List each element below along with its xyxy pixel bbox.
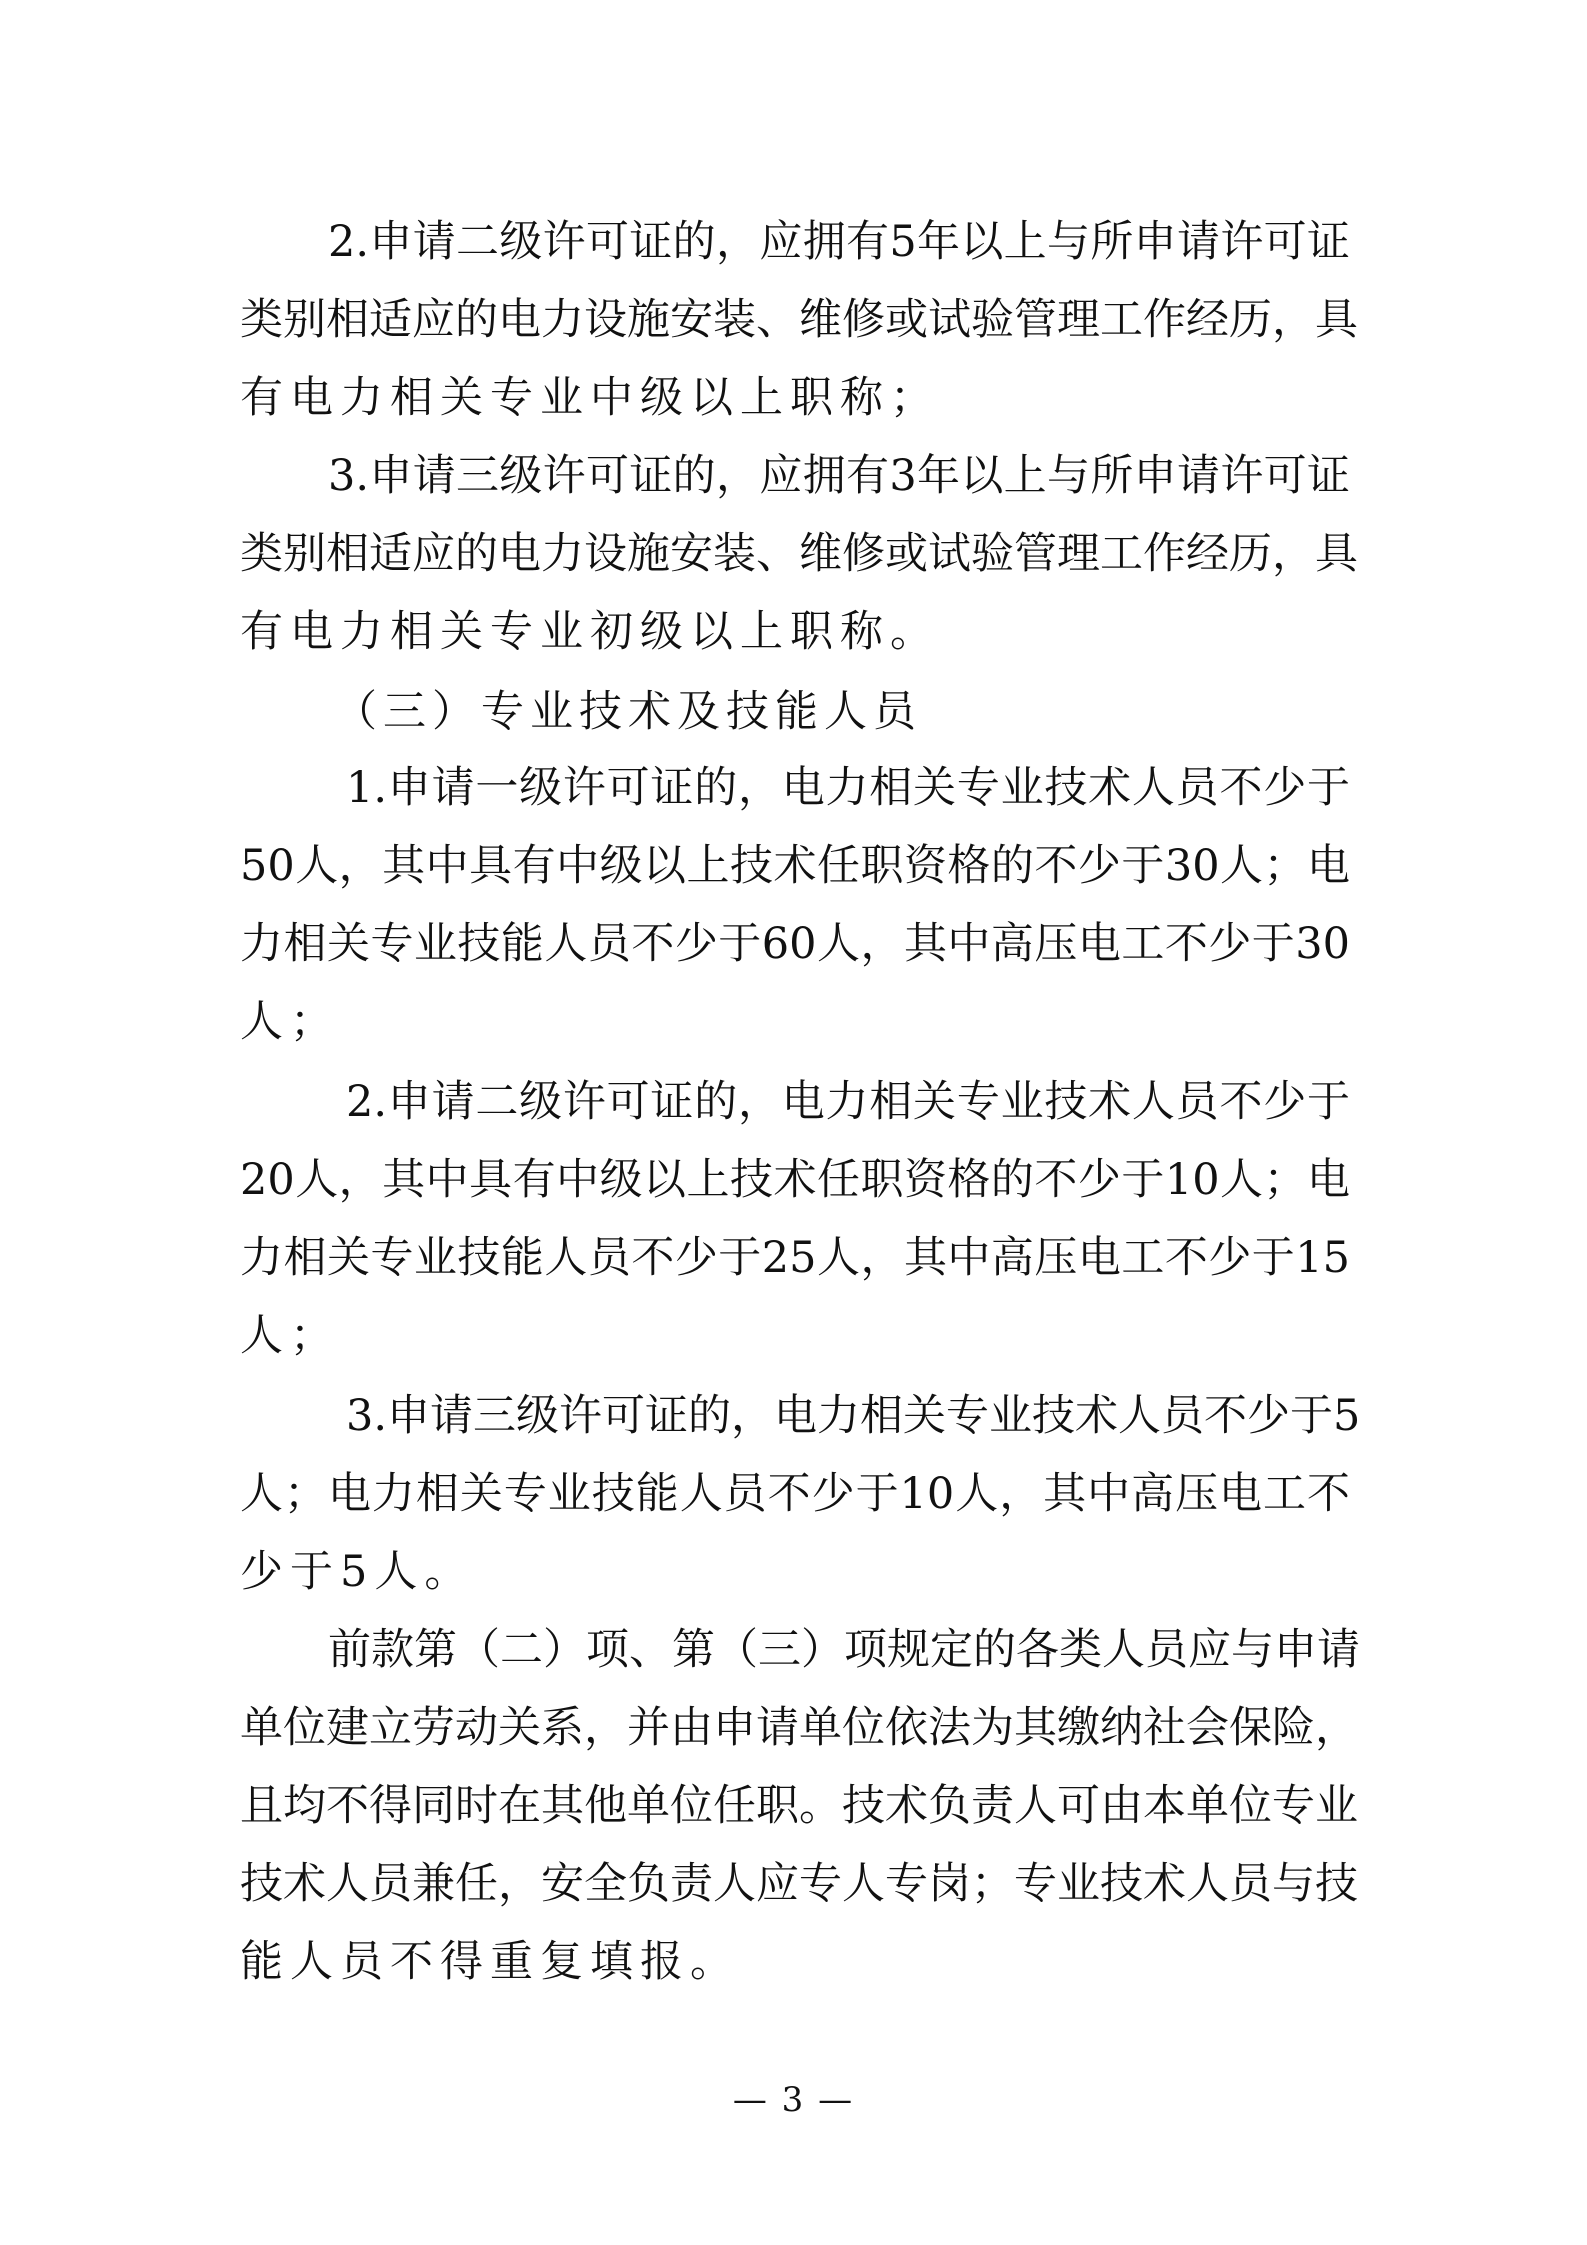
paragraph-line: 且均不得同时在其他单位任职。技术负责人可由本单位专业	[240, 1781, 1358, 1831]
paragraph-line: 2.申请二级许可证的，电力相关专业技术人员不少于	[346, 1077, 1350, 1127]
paragraph-line: 人；电力相关专业技能人员不少于10人，其中高压电工不	[240, 1469, 1350, 1519]
paragraph-line: 1.申请一级许可证的，电力相关专业技术人员不少于	[346, 763, 1350, 813]
paragraph-line: 技术人员兼任，安全负责人应专人专岗；专业技术人员与技	[240, 1859, 1358, 1909]
paragraph-line: 3.申请三级许可证的，应拥有3年以上与所申请许可证	[328, 451, 1350, 501]
paragraph-line: 前款第（二）项、第（三）项规定的各类人员应与申请	[328, 1625, 1360, 1675]
paragraph-line: 少于5人。	[240, 1547, 475, 1597]
paragraph-line: 人；	[240, 997, 340, 1047]
paragraph-line: 能人员不得重复填报。	[240, 1937, 740, 1987]
section-heading: （三）专业技术及技能人员	[334, 687, 922, 737]
paragraph-line: 类别相适应的电力设施安装、维修或试验管理工作经历，具	[240, 295, 1358, 345]
paragraph-line: 3.申请三级许可证的，电力相关专业技术人员不少于5	[346, 1391, 1361, 1441]
paragraph-line: 力相关专业技能人员不少于25人，其中高压电工不少于15	[240, 1233, 1350, 1283]
paragraph-line: 20人，其中具有中级以上技术任职资格的不少于10人；电	[240, 1155, 1350, 1205]
page-number: — 3 —	[732, 2080, 855, 2120]
paragraph-line: 单位建立劳动关系，并由申请单位依法为其缴纳社会保险，	[240, 1703, 1358, 1753]
paragraph-line: 2.申请二级许可证的，应拥有5年以上与所申请许可证	[328, 217, 1350, 267]
paragraph-line: 有电力相关专业中级以上职称；	[240, 373, 940, 423]
paragraph-line: 类别相适应的电力设施安装、维修或试验管理工作经历，具	[240, 529, 1358, 579]
paragraph-line: 有电力相关专业初级以上职称。	[240, 607, 940, 657]
paragraph-line: 50人，其中具有中级以上技术任职资格的不少于30人；电	[240, 841, 1350, 891]
paragraph-line: 人；	[240, 1311, 340, 1361]
paragraph-line: 力相关专业技能人员不少于60人，其中高压电工不少于30	[240, 919, 1350, 969]
